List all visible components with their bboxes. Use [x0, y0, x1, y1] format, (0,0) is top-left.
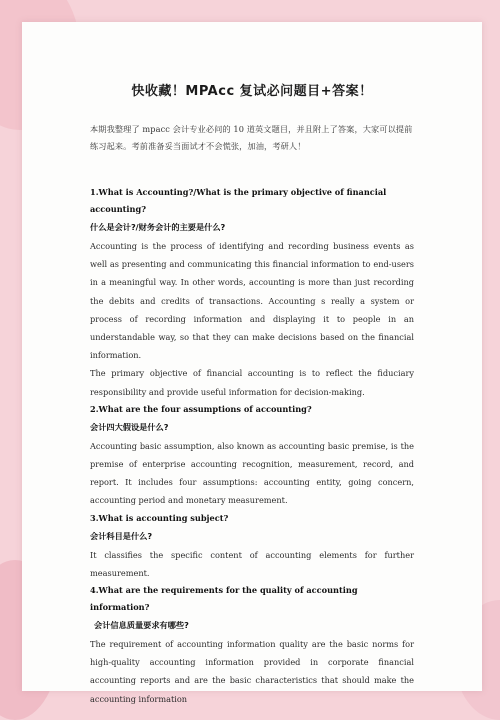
- intro-paragraph: 本期我整理了 mpacc 会计专业必问的 10 道英文题目，并且附上了答案，大家可以提前练习起来。考前准备妥当面试才不会慌张，加油，考研人！: [90, 124, 413, 151]
- answer-paragraph: The primary objective of financial accounting is to reflect the fiduciary responsibility and provide useful information for decision-making.: [90, 368, 414, 397]
- question-block: [90, 401, 414, 510]
- question-chinese: 什么是会计?/财务会计的主要是什么?: [90, 222, 226, 232]
- question-chinese: 会计信息质量要求有哪些?: [94, 620, 189, 631]
- question-english: 2.What are the four assumptions of accounting?: [90, 403, 312, 414]
- question-block: [90, 184, 414, 401]
- question-chinese: 会计四大假设是什么?: [90, 421, 169, 432]
- answer-paragraph: Accounting basic assumption, also known as accounting basic premise, is the premise of enterprise accounting recognition, measurement, record, and report. It includes four assumptions: accounting entity, going concern, accounting period and monetary measurement.: [90, 440, 414, 506]
- question-english: 3.What is accounting subject?: [90, 512, 229, 523]
- question-english: 4.What are the requirements for the quality of accounting information?: [90, 585, 358, 613]
- answer-paragraph: Accounting is the process of identifying and recording business events as well as presenting and communicating this financial information to end-users in a meaningful way. In other words, accounting is more than just recording the debits and credits of transactions. Accounting s really a system or process of recording information and displaying it to people in an understandable way, so that they can make decisions based on the financial information.: [90, 241, 414, 361]
- question-block: [90, 510, 414, 582]
- question-block: [90, 582, 414, 708]
- document-body: [90, 121, 414, 708]
- question-chinese: 会计科目是什么?: [90, 530, 153, 541]
- answer-paragraph: The requirement of accounting information quality are the basic norms for high-quality accounting information provided in corporate financial accounting reports and are the basic characteristics that should make the accounting information: [90, 639, 414, 704]
- page-title: 快收藏！MPAcc 复试必问题目+答案！: [131, 84, 373, 99]
- answer-paragraph: It classifies the specific content of accounting elements for further measurement.: [90, 549, 414, 578]
- question-english: 1.What is Accounting?/What is the primary objective of financial accounting?: [90, 187, 387, 214]
